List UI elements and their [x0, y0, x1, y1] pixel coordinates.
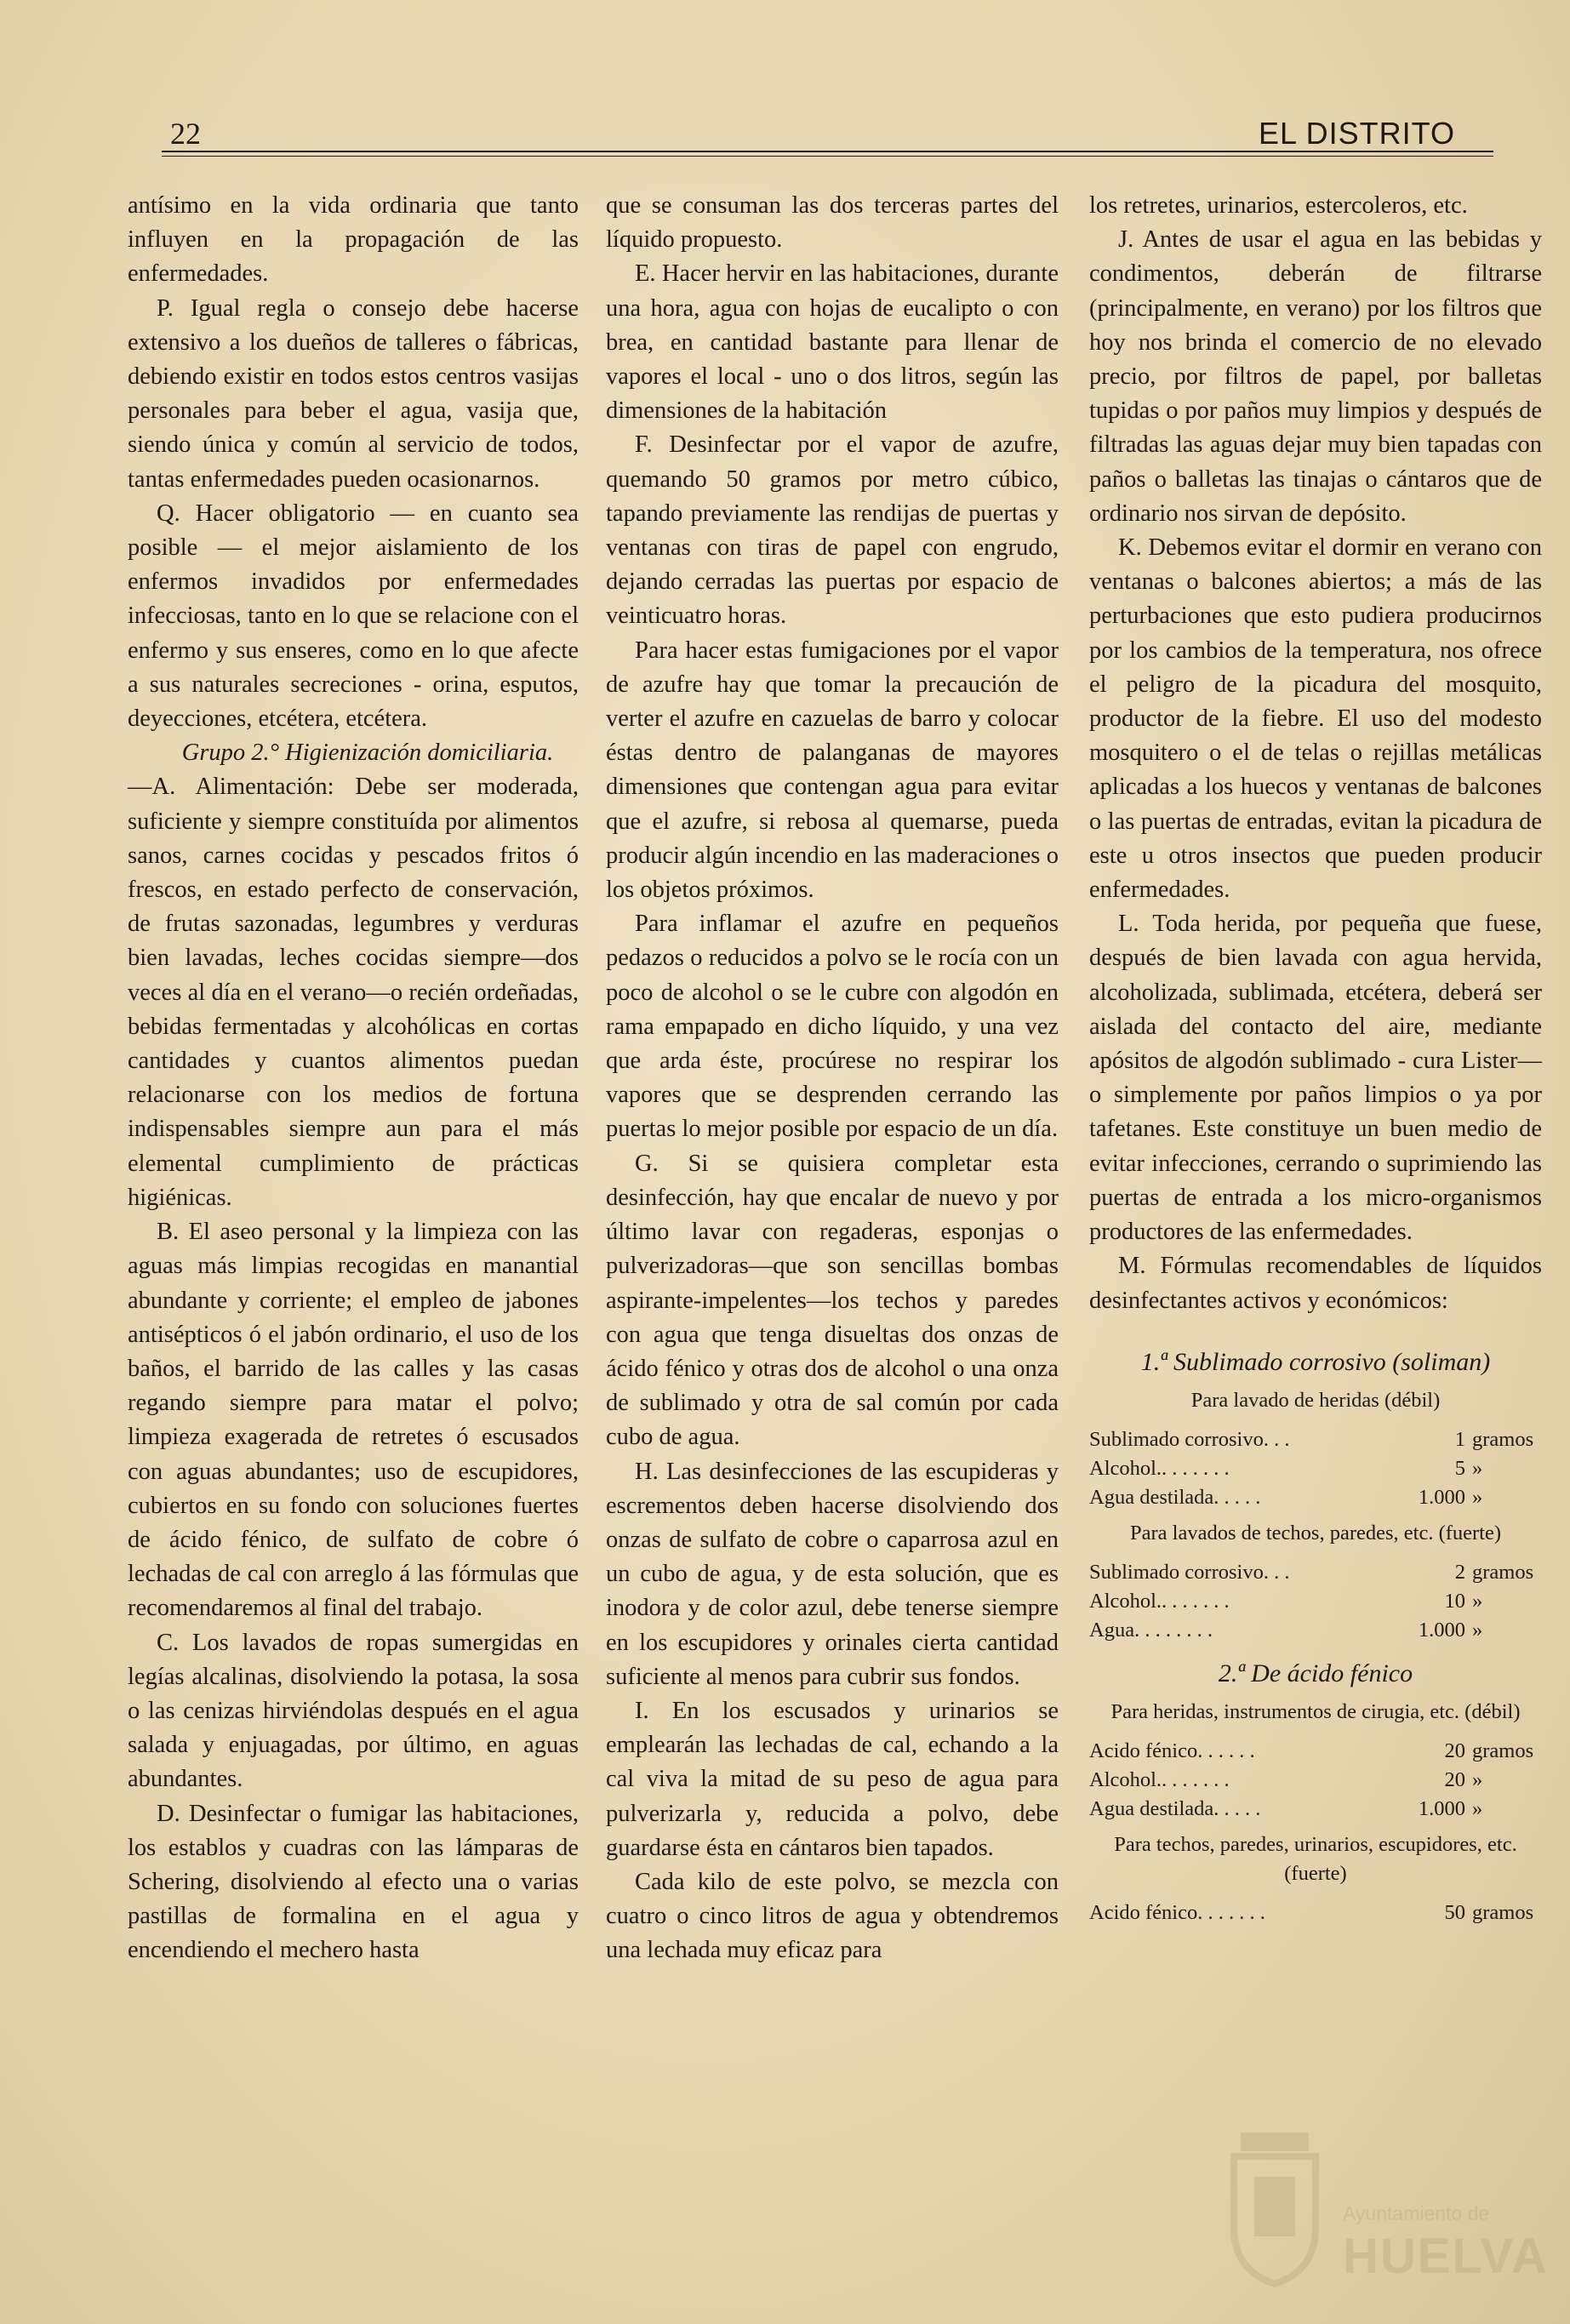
- paragraph: L. Toda herida, por pequeña que fuese, después de bien lavada con agua hervida, alcoholizada, sublimada, etcétera, deberá ser aislada del contacto del aire, mediante apósitos de algodón sublimado - cura Lister—o simplemente por paños limpios o ya por tafetanes. Este constituye un buen medio de evitar infecciones, cerrando o suprimiendo las puertas de entrada a los micro-organismos productores de las enfermedades.: [1089, 911, 1542, 1246]
- formula-table: [1089, 1899, 1542, 1927]
- quantity: 1.000: [1418, 1797, 1465, 1821]
- formula-subtitle: Para lavados de techos, paredes, etc. (fuerte): [1129, 1521, 1502, 1545]
- ingredient: Agua destilada. . . . .: [1089, 1797, 1261, 1821]
- unit: »: [1472, 1618, 1483, 1642]
- ingredient: Agua. . . . . . . .: [1089, 1618, 1213, 1642]
- header-rule-thin: [162, 156, 1493, 157]
- formula-title: 1.ª Sublimado corrosivo (soliman): [1140, 1347, 1491, 1376]
- formula-subtitle: Para lavado de heridas (débil): [1190, 1388, 1441, 1412]
- paragraph: I. En los escusados y urinarios se emplearán las lechadas de cal, echando a la cal viva la mitad de su peso de agua para pulverizarla y, reducida a polvo, debe guardarse ésta en cántaros bien tapados.: [606, 1697, 1059, 1861]
- archive-watermark: [1224, 2126, 1547, 2296]
- quantity: 20: [1444, 1739, 1465, 1763]
- paragraph: Para inflamar el azufre en pequeños pedazos o reducidos a polvo se le rocía con un poco de alcohol o se le cubre con algodón en rama empapado en dicho líquido, y una vez que arda éste, procúrese no respirar los vapores que se desprenden cerrando las puertas lo mejor posible por espacio de un día.: [606, 911, 1059, 1143]
- formula-row: [1089, 1425, 1542, 1454]
- unit: gramos: [1472, 1739, 1534, 1763]
- formula-row: [1089, 1795, 1542, 1824]
- paragraph: C. Los lavados de ropas sumergidas en legías alcalinas, disolviendo la potasa, la sosa o las cenizas hirviéndolas después en el agua salada y enjuagadas, por último, en aguas abundantes.: [128, 1629, 579, 1793]
- quantity: 2: [1454, 1560, 1465, 1584]
- formula-row: [1089, 1558, 1542, 1587]
- quantity: 1.000: [1418, 1618, 1465, 1642]
- formula-row: [1089, 1616, 1542, 1645]
- formula-row: [1089, 1899, 1542, 1927]
- paragraph: H. Las desinfecciones de las escupideras y escrementos deben hacerse disolviendo dos onzas de sulfato de cobre o caparrosa azul en un cubo de agua, y de esta solución, que es inodora y de color azul, debe tenerse siempre en los escupidores y orinales cierta cantidad suficiente al menos para cubrir sus fondos.: [606, 1458, 1059, 1690]
- unit: gramos: [1472, 1427, 1534, 1451]
- formula-table: [1089, 1737, 1542, 1824]
- watermark-caption: Ayuntamiento de: [1343, 2202, 1490, 2224]
- formula-table: [1089, 1425, 1542, 1512]
- paragraph: M. Fórmulas recomendables de líquidos desinfectantes activos y económicos:: [1089, 1253, 1542, 1314]
- unit: gramos: [1472, 1560, 1534, 1584]
- paragraph: Para hacer estas fumigaciones por el vapor de azufre hay que tomar la precaución de verter el azufre en cazuelas de barro y colocar éstas dentro de palanganas de mayores dimensiones que contengan agua para evitar que el azufre, si rebosa al quemarse, pueda producir algún incendio en las maderaciones o los objetos próximos.: [606, 637, 1059, 904]
- paragraph: —A. Alimentación: Debe ser moderada, suficiente y siempre constituída por alimentos sanos, carnes cocidas y pescados fritos ó frescos, en estado perfecto de conservación, de frutas sazonadas, legumbres y verduras bien lavadas, leches cocidas siempre—dos veces al día en el verano—o recién ordeñadas, bebidas fermentadas y alcohólicas en cortas cantidades y cuantos alimentos puedan relacionarse con los medios de fortuna indispensables siempre aun para el más elemental cumplimiento de prácticas higiénicas.: [128, 774, 579, 1211]
- formula-title: 2.ª De ácido fénico: [1218, 1659, 1413, 1687]
- paragraph: que se consuman las dos terceras partes del líquido propuesto.: [606, 192, 1059, 254]
- page-number: 22: [170, 117, 201, 151]
- paragraph: J. Antes de usar el agua en las bebidas y condimentos, deberán de filtrarse (principalmente, en verano) por los filtros que hoy nos brinda el comercio de no elevado precio, por filtros de papel, por balletas tupidas o por paños muy limpios y después de filtradas las aguas dejar muy bien tapadas con paños o balletas las tinajas o cántaros que de ordinario nos sirvan de depósito.: [1089, 226, 1542, 527]
- quantity: 50: [1444, 1901, 1465, 1925]
- unit: »: [1472, 1456, 1483, 1480]
- quantity: 20: [1444, 1768, 1465, 1792]
- formula-table: [1089, 1558, 1542, 1645]
- formula-row: [1089, 1454, 1542, 1483]
- quantity: 1: [1454, 1427, 1465, 1451]
- unit: »: [1472, 1589, 1483, 1613]
- publication-title: EL DISTRITO: [1258, 116, 1455, 151]
- paragraph: los retretes, urinarios, estercoleros, etc.: [1089, 192, 1468, 219]
- unit: »: [1472, 1768, 1483, 1792]
- paragraph: F. Desinfectar por el vapor de azufre, quemando 50 gramos por metro cúbico, tapando previamente las rendijas de puertas y ventanas con tiras de papel con engrudo, dejando cerradas las puertas por espacio de veinticuatro horas.: [606, 431, 1059, 630]
- ingredient: Acido fénico. . . . . .: [1089, 1739, 1255, 1763]
- coat-of-arms-icon: [1224, 2126, 1326, 2287]
- paragraph: Cada kilo de este polvo, se mezcla con cuatro o cinco litros de agua y obtendremos una lechada muy eficaz para: [606, 1868, 1059, 1964]
- quantity: 1.000: [1418, 1485, 1465, 1509]
- ingredient: Sublimado corrosivo. . .: [1089, 1427, 1290, 1451]
- quantity: 5: [1454, 1456, 1465, 1480]
- quantity: 10: [1444, 1589, 1465, 1613]
- header-rule: [162, 151, 1493, 152]
- paragraph: E. Hacer hervir en las habitaciones, durante una hora, agua con hojas de eucalipto o con brea, en cantidad bastante para llenar de vapores el local - uno o dos litros, según las dimensiones de la habitación: [606, 260, 1059, 425]
- ingredient: Alcohol.. . . . . . .: [1089, 1768, 1230, 1792]
- paragraph: P. Igual regla o consejo debe hacerse extensivo a los dueños de talleres o fábricas, debiendo existir en todos estos centros vasijas personales para beber el agua, vasija que, siendo única y común al servicio de todos, tantas enfermedades pueden ocasionarnos.: [128, 294, 579, 493]
- unit: gramos: [1472, 1901, 1534, 1925]
- column-3: [1089, 189, 1542, 1934]
- ingredient: Sublimado corrosivo. . .: [1089, 1560, 1290, 1584]
- formula-subtitle: Para heridas, instrumentos de cirugia, etc. (débil): [1110, 1700, 1521, 1724]
- paragraph: G. Si se quisiera completar esta desinfección, hay que encalar de nuevo y por último lavar con regaderas, esponjas o pulverizadoras—que son sencillas bombas aspirante-impelentes—los techos y paredes con agua que tenga disueltas dos onzas de ácido fénico y otras dos de alcohol o una onza de sublimado y otra de sal común por cada cubo de agua.: [606, 1150, 1059, 1451]
- ingredient: Agua destilada. . . . .: [1089, 1485, 1261, 1509]
- ingredient: Acido fénico. . . . . . .: [1089, 1901, 1265, 1925]
- paragraph: B. El aseo personal y la limpieza con las aguas más limpias recogidas en manantial abundante y corriente; el empleo de jabones antisépticos ó el jabón ordinario, el uso de los baños, el barrido de las calles y las casas regando siempre para matar el polvo; limpieza exagerada de retretes ó escusados con aguas abundantes; uso de escupidores, cubiertos en su fondo con soluciones fuertes de ácido fénico, de sulfato de cobre ó lechadas de cal con arreglo á las fórmulas que recomendaremos al final del trabajo.: [128, 1219, 579, 1622]
- section-heading: Grupo 2.° Higienización domiciliaria.: [181, 739, 554, 767]
- watermark-city: HUELVA: [1343, 2229, 1549, 2284]
- formula-row: [1089, 1587, 1542, 1616]
- formula-row: [1089, 1737, 1542, 1766]
- formula-row: [1089, 1483, 1542, 1512]
- ingredient: Alcohol.. . . . . . .: [1089, 1589, 1230, 1613]
- page-header: [128, 109, 1493, 151]
- paragraph: D. Desinfectar o fumigar las habitaciones, los establos y cuadras con las lámparas de Schering, disolviendo al efecto una o varias pastillas de formalina en el agua y encendiendo el mechero hasta: [128, 1800, 579, 1964]
- unit: »: [1472, 1797, 1483, 1821]
- column-2: [606, 189, 1059, 1968]
- unit: »: [1472, 1485, 1483, 1509]
- formula-subtitle: Para techos, paredes, urinarios, escupidores, etc. (fuerte): [1114, 1833, 1517, 1886]
- paragraph: Q. Hacer obligatorio — en cuanto sea posible — el mejor aislamiento de los enfermos invadidos por enfermedades infecciosas, tanto en lo que se relacione con el enfermo y sus enseres, como en lo que afecte a sus naturales secreciones - orina, esputos, deyecciones, etcétera, etcétera.: [128, 500, 579, 733]
- ingredient: Alcohol.. . . . . . .: [1089, 1456, 1230, 1480]
- paragraph: K. Debemos evitar el dormir en verano con ventanas o balcones abiertos; a más de las perturbaciones que esto pudiera producirnos por los cambios de la temperatura, nos ofrece el peligro de la picadura del mosquito, productor de la fiebre. El uso del modesto mosquitero o el de telas o rejillas metálicas aplicadas a los huecos y ventanas de balcones o las puertas de entradas, evitan la picadura de este u otros insectos que pueden producir enfermedades.: [1089, 534, 1542, 904]
- formula-row: [1089, 1766, 1542, 1795]
- column-1: [128, 189, 579, 1968]
- paragraph: antísimo en la vida ordinaria que tanto influyen en la propagación de las enfermedades.: [128, 192, 579, 288]
